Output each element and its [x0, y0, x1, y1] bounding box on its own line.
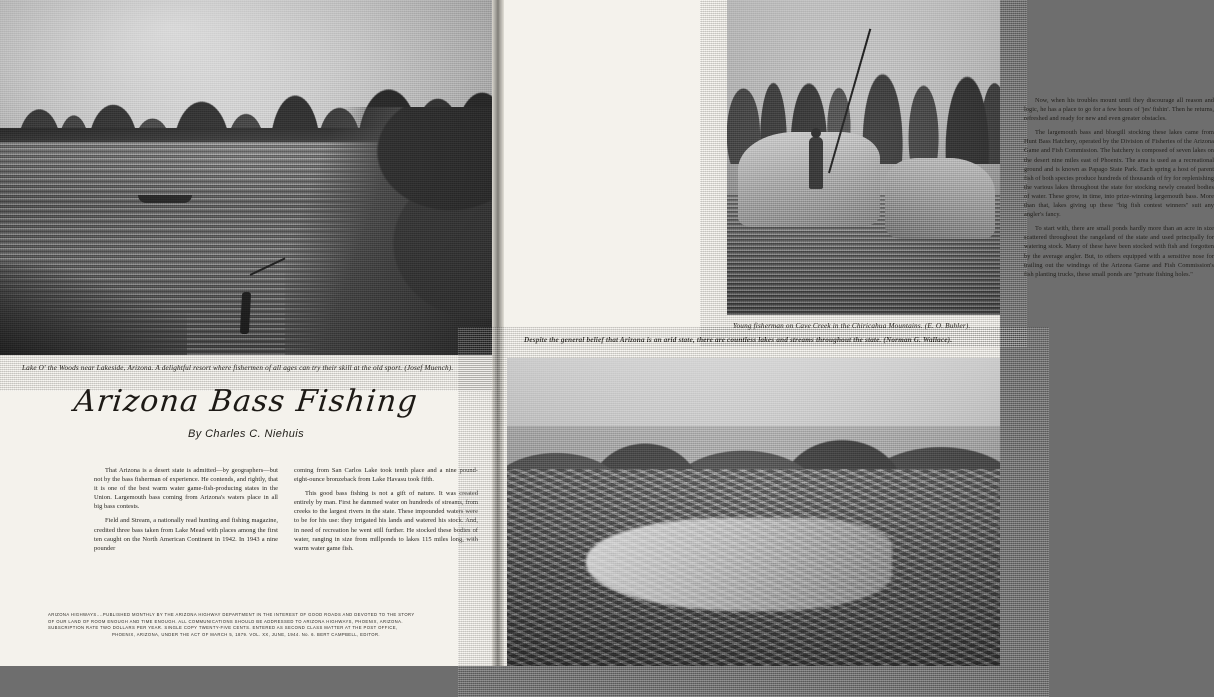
- colophon: [48, 612, 444, 638]
- body-column-right: [1024, 96, 1214, 284]
- colophon-line-3: SUBSCRIPTION RATE TWO DOLLARS PER YEAR. SINGLE COPY TWENTY-FIVE CENTS. ENTERED AS SECOND CLASS MATTER AT THE POST OFFICE,: [48, 625, 398, 631]
- colophon-line-1: ARIZONA HIGHWAYS....PUBLISHED MONTHLY BY THE ARIZONA HIGHWAY DEPARTMENT IN THE INTEREST OF GOOD ROADS AND DEVOTED TO THE STORY: [48, 612, 415, 617]
- colophon-line-2: OF OUR LAND OF ROOM ENOUGH AND TIME ENOUGH. ALL COMMUNICATIONS SHOULD BE ADDRESSED TO ARIZONA HIGHWAYS, PHOENIX, ARIZONA.: [48, 618, 403, 624]
- paragraph: The largemouth bass and bluegill stocking these lakes came from Hunt Bass Hatchery, operated by the Division of Fisheries of the Arizona Game and Fish Commission. The hatchery is composed of seven lakes on the desert nine miles east of Phoenix. The area is used as a recreational ground and is known as Papago State Park. Each spring a host of parent fish of both species produce hundreds of thousands of fry for replenishing the various lakes throughout the state for stocking newly created bodies of water. These grow, in time, into prize-winning largemouth bass. More than that, lakes giving up these "big fish contest winners" suit any angler's fancy.: [1024, 129, 1214, 219]
- photo-arizona-stream: [507, 358, 1000, 666]
- photo-vignette: [0, 0, 492, 355]
- article-title: Arizona Bass Fishing: [72, 384, 420, 419]
- paragraph: That Arizona is a desert state is admitted—by geographers—but not by the bass fisherman of experience. He contends, and rightly, that it is one of the best warm water game-fish-producing states in the Union. Largemouth bass coming from Arizona's waters place in all big bass contests.: [94, 467, 278, 511]
- paragraph: This good bass fishing is not a gift of nature. It was created entirely by man. First he dammed water on hundreds of streams, from creeks to the largest rivers in the state. These impounded waters were to be for his use: they irrigated his lands and watered his stock. And, in need of recreation he went still further. He stocked these bodies of water, ranging in size from millponds to lakes 115 miles long, with warm water game fish.: [294, 490, 478, 552]
- article-byline: By Charles C. Niehuis: [188, 428, 304, 440]
- colophon-line-4: PHOENIX, ARIZONA, UNDER THE ACT OF MARCH 5, 1879. VOL. XX, JUNE, 1944. No. 6. BERT CAMPBELL, EDITOR.: [111, 631, 381, 637]
- right-page: [504, 0, 1214, 666]
- left-page: [0, 0, 492, 666]
- paragraph: Field and Stream, a nationally read hunting and fishing magazine, credited three bass taken from Lake Mead with places among the first ten caught on the North American Continent in 1942. In 1943 a nine pounder: [94, 517, 278, 552]
- caption-lake-photo: Lake O' the Woods near Lakeside, Arizona. A delightful resort where fishermen of all ages can try their skill at the old sport. (Josef Muench).: [22, 364, 454, 372]
- photo-vignette: [727, 0, 1000, 315]
- caption-boy-photo: Young fisherman on Cave Creek in the Chiricahua Mountains. (E. O. Buhler).: [733, 322, 971, 330]
- body-column-left: [94, 466, 278, 558]
- caption-stream-photo: Despite the general belief that Arizona is an arid state, there are countless lakes and streams throughout the state. (Norman G. Wallace).: [524, 336, 953, 344]
- paragraph: Now, when his troubles mount until they discourage all reason and logic, he has a place to go for a few hours of 'jes' fishin'. Then he returns, refreshed and ready for new and even greater obstacles.: [1024, 97, 1214, 123]
- body-column-middle: [294, 466, 478, 558]
- photo-young-fisherman: [727, 0, 1000, 315]
- paragraph: To start with, there are small ponds hardly more than an acre in size scattered throughout the rangeland of the state and used principally for watering stock. Many of these have been stocked with fish and forgotten by the average angler. But, to others equipped with a sensitive nose for trailing out the windings of the Arizona Game and Fish Commission's fish planting trucks, these small ponds are "private fishing holes.": [1024, 225, 1214, 278]
- photo-vignette: [507, 358, 1000, 666]
- paragraph: coming from San Carlos Lake took tenth place and a nine pound-eight-ounce bronzeback from Lake Havasu took fifth.: [294, 467, 478, 484]
- photo-lake-o-the-woods: [0, 0, 492, 355]
- body-text-columns: [94, 466, 478, 558]
